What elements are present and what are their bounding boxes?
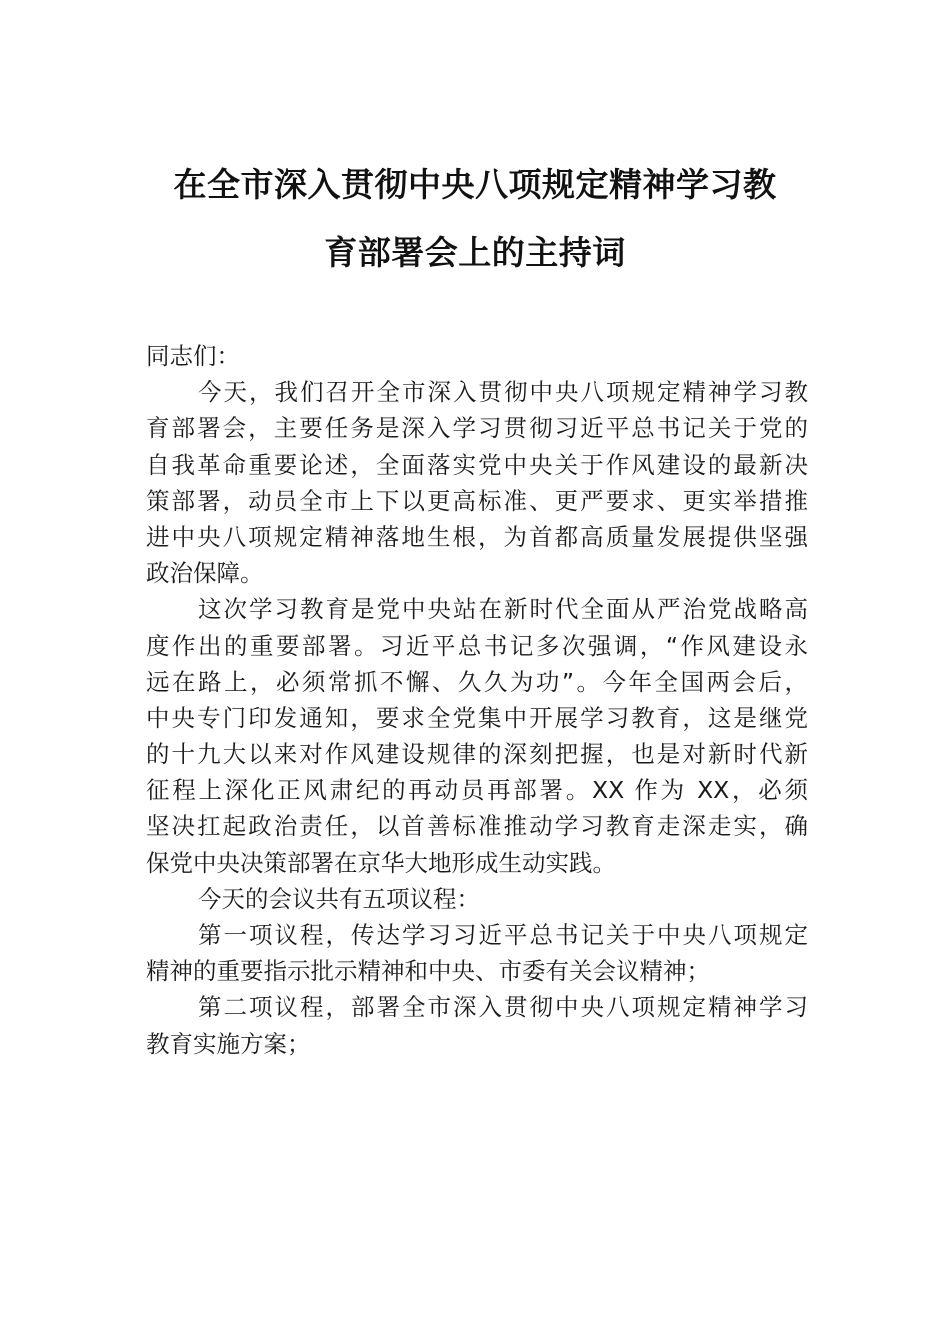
paragraph-line: 这次学习教育是党中央站在新时代全面从严治党战略高 [198,595,808,624]
paragraph-line: 坚决扛起政治责任，以首善标准推动学习教育走深走实，确 [146,812,808,841]
paragraph-5 [146,989,808,1061]
paragraph-line: 第一项议程，传达学习习近平总书记关于中央八项规定 [198,921,808,949]
paragraph-line: 教育实施方案； [146,1029,311,1058]
paragraph-line: 进中央八项规定精神落地生根，为首都高质量发展提供坚强 [146,522,808,551]
document-title-line-2: 育部署会上的主持词 [324,233,626,272]
paragraph-1 [146,374,808,591]
paragraph-line: 育部署会，主要任务是深入学习贯彻习近平总书记关于党的 [146,414,808,443]
paragraph-line: 远在路上，必须常抓不懈、久久为功”。今年全国两会后， [146,667,808,696]
paragraph-line: 今天，我们召开全市深入贯彻中央八项规定精神学习教 [198,378,808,407]
paragraph-line: 今天的会议共有五项议程： [198,884,480,913]
salutation: 同志们： [146,342,240,370]
paragraph-line: 策部署，动员全市上下以更高标准、更严要求、更实举措推 [146,486,808,515]
paragraph-line: 的十九大以来对作风建设规律的深刻把握，也是对新时代新 [146,740,808,769]
paragraph-3 [146,881,808,917]
paragraph-line: 保党中央决策部署在京华大地形成生动实践。 [146,848,616,877]
paragraph-line: 中央专门印发通知，要求全党集中开展学习教育，这是继党 [146,703,808,732]
paragraph-line: 政治保障。 [146,559,264,588]
paragraph-4 [146,917,808,989]
paragraph-line: 自我革命重要论述，全面落实党中央关于作风建设的最新决 [146,450,808,479]
document-body [146,338,808,1062]
paragraph-line: 精神的重要指示批示精神和中央、市委有关会议精神； [146,957,710,986]
paragraph-line: 度作出的重要部署。习近平总书记多次强调，“作风建设永 [146,631,808,660]
document-title-line-1: 在全市深入贯彻中央八项规定精神学习教 [173,165,777,204]
paragraph-2 [146,591,808,881]
paragraph-line: 征程上深化正风肃纪的再动员再部署。XX 作为 XX，必须 [146,776,808,805]
paragraph-line: 第二项议程，部署全市深入贯彻中央八项规定精神学习 [198,993,808,1022]
